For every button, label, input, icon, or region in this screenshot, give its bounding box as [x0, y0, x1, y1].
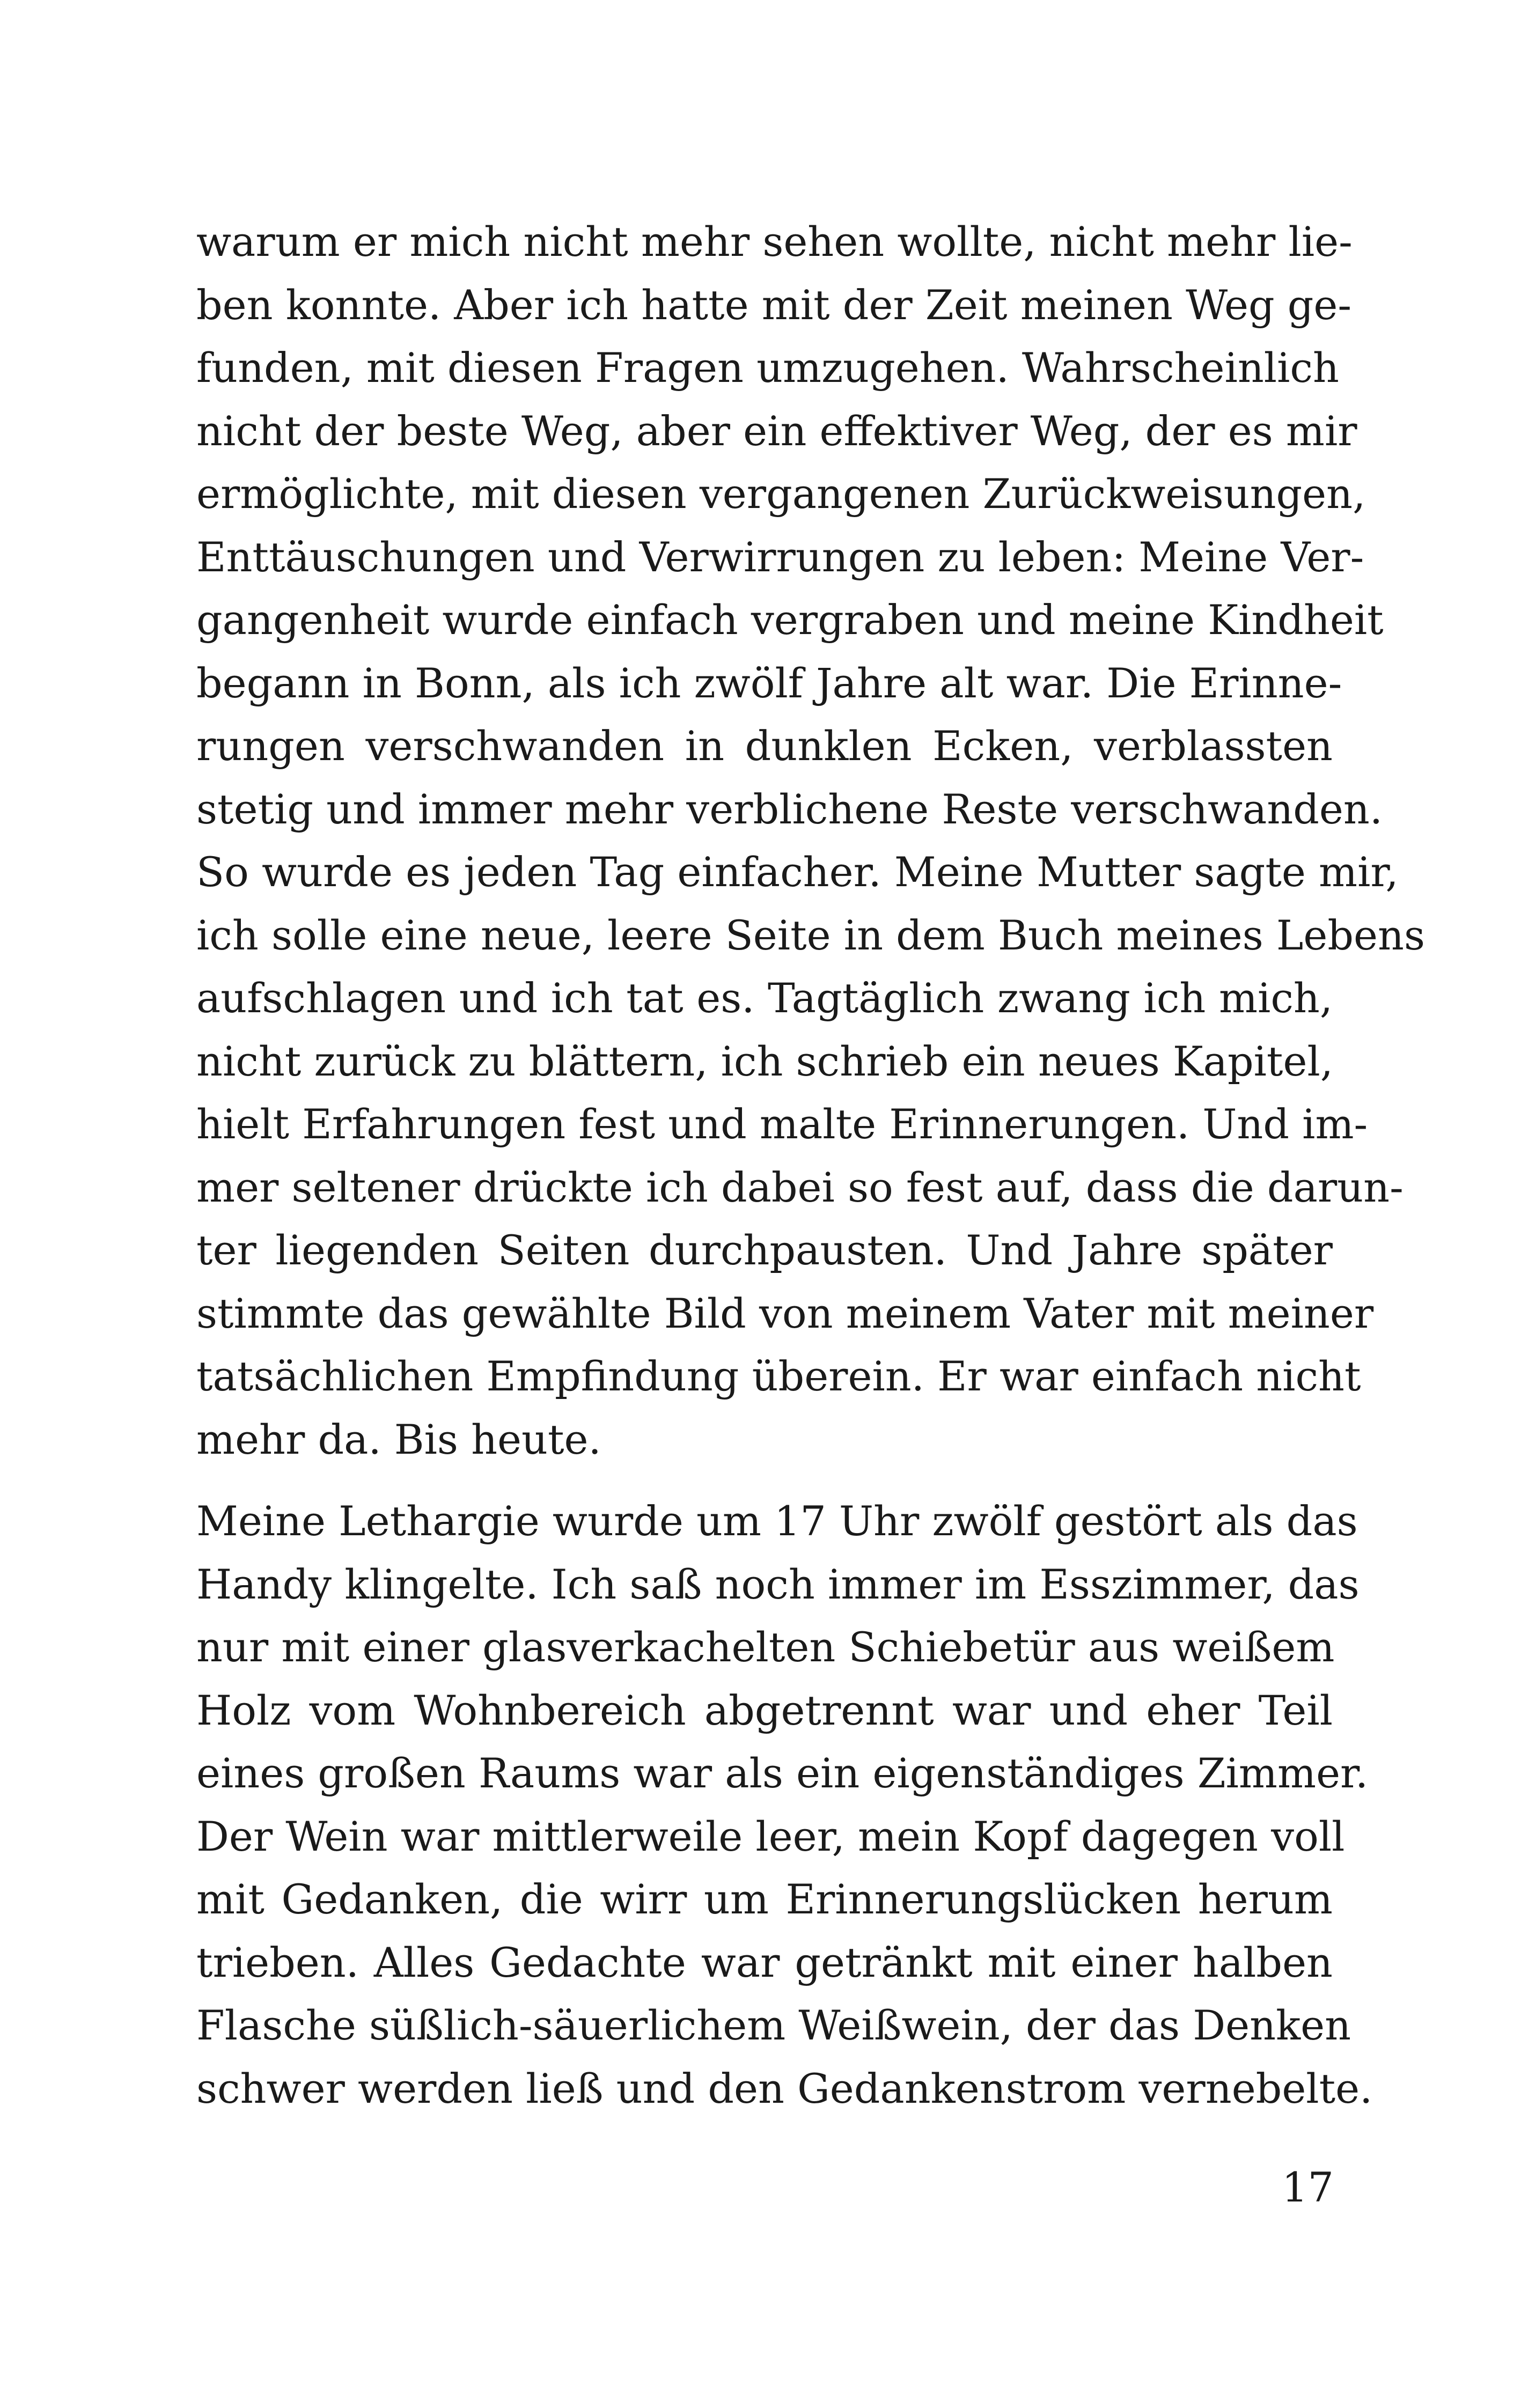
text-line: eines großen Raums war als ein eigenständiges Zimmer. [196, 1749, 1369, 1797]
text-line: gangenheit wurde einfach vergraben und meine Kindheit [196, 596, 1384, 644]
text-line: nur mit einer glasverkachelten Schiebetür aus weißem [196, 1623, 1335, 1671]
text-line: aufschlagen und ich tat es. Tagtäglich zwang ich mich, [196, 974, 1333, 1022]
text-line: Meine Lethargie wurde um 17 Uhr zwölf gestört als das [196, 1497, 1358, 1545]
text-line: nicht der beste Weg, aber ein effektiver Weg, der es mir [196, 407, 1357, 455]
paragraph-2 [196, 1490, 1373, 2120]
page-number: 17 [1282, 2163, 1334, 2211]
text-line: ben konnte. Aber ich hatte mit der Zeit meinen Weg ge- [196, 281, 1352, 329]
text-line: warum er mich nicht mehr sehen wollte, nicht mehr lie- [196, 218, 1353, 266]
text-line: stimmte das gewählte Bild von meinem Vater mit meiner [196, 1289, 1374, 1337]
text-line: mehr da. Bis heute. [196, 1415, 601, 1463]
text-line: ermöglichte, mit diesen vergangenen Zurückweisungen, [196, 470, 1366, 518]
text-line: Handy klingelte. Ich saß noch immer im Esszimmer, das [196, 1560, 1360, 1608]
text-line: begann in Bonn, als ich zwölf Jahre alt war. Die Erinne- [196, 659, 1342, 707]
text-line: funden, mit diesen Fragen umzugehen. Wahrscheinlich [196, 344, 1339, 392]
text-line: mer seltener drückte ich dabei so fest auf, dass die darun- [196, 1163, 1404, 1211]
paragraph-spacer [196, 1471, 1333, 1490]
text-line: stetig und immer mehr verblichene Reste verschwanden. [196, 785, 1383, 833]
body-text [196, 210, 1425, 2120]
text-line: schwer werden ließ und den Gedankenstrom vernebelte. [196, 2064, 1373, 2112]
text-line: ich solle eine neue, leere Seite in dem Buch meines Lebens [196, 911, 1425, 959]
text-line: Flasche süßlich-säuerlichem Weißwein, der das Denken [196, 2001, 1351, 2049]
text-line: Enttäuschungen und Verwirrungen zu leben: Meine Ver- [196, 533, 1364, 581]
text-line: So wurde es jeden Tag einfacher. Meine Mutter sagte mir, [196, 848, 1399, 896]
text-line: rungen verschwanden in dunklen Ecken, verblassten [196, 722, 1333, 770]
text-line: Der Wein war mittlerweile leer, mein Kopf dagegen voll [196, 1812, 1345, 1860]
text-line: nicht zurück zu blättern, ich schrieb ein neues Kapitel, [196, 1037, 1333, 1085]
paragraph-1 [196, 210, 1425, 1471]
text-line: tatsächlichen Empfindung überein. Er war einfach nicht [196, 1352, 1361, 1400]
text-line: hielt Erfahrungen fest und malte Erinnerungen. Und im- [196, 1100, 1368, 1148]
text-line: ter liegenden Seiten durchpausten. Und Jahre später [196, 1226, 1333, 1274]
text-line: Holz vom Wohnbereich abgetrennt war und eher Teil [196, 1686, 1333, 1734]
text-line: trieben. Alles Gedachte war getränkt mit einer halben [196, 1938, 1333, 1986]
text-line: mit Gedanken, die wirr um Erinnerungslücken herum [196, 1875, 1333, 1923]
